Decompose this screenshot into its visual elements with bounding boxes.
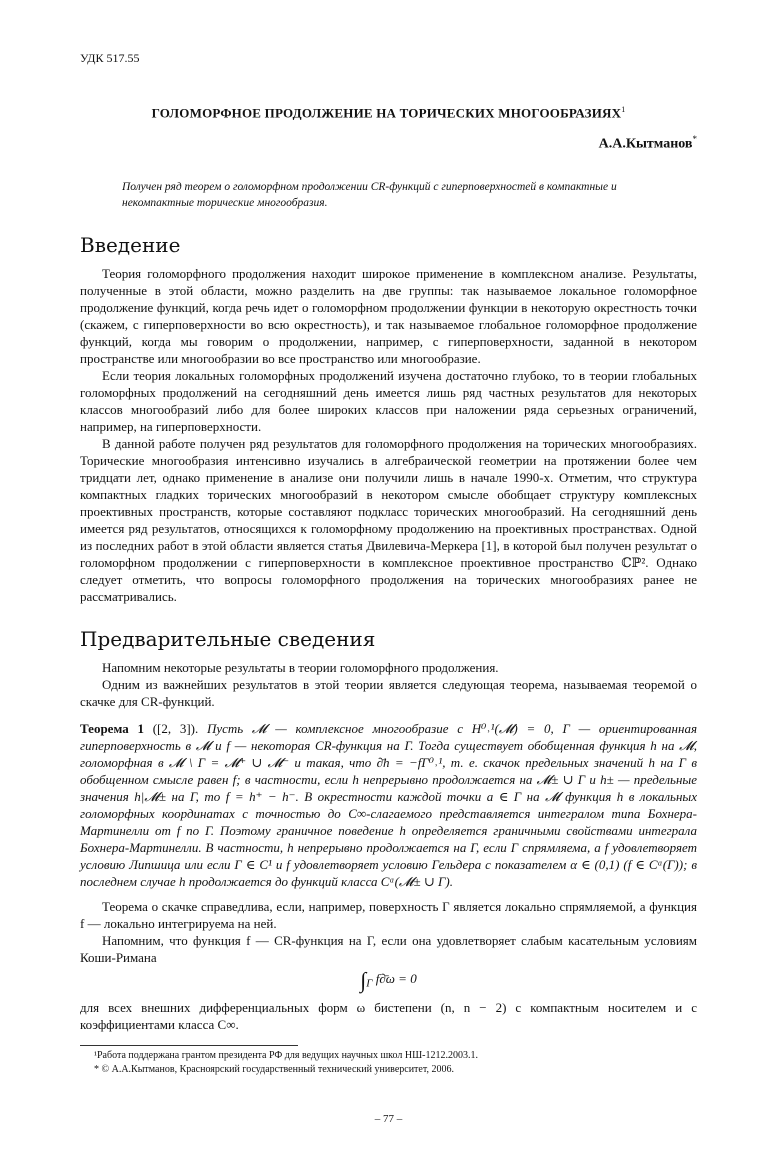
- author-name: А.А.Кытманов: [598, 136, 693, 152]
- title-footnote-mark: 1: [621, 105, 626, 114]
- page-number: – 77 –: [374, 1112, 403, 1125]
- udk-code: УДК 517.55: [80, 51, 140, 65]
- paragraph: Если теория локальных голоморфных продолжений изучена достаточно глубоко, то в теории глобальных голоморфных продолжений на сегодняшний день имеется лишь ряд частных результатов для некоторых классов многообразий либо для более широких классов при наложении ряда серьезных ограничений, например, на гиперповерхности.: [80, 367, 697, 434]
- author: [80, 131, 697, 153]
- paragraph: Теория голоморфного продолжения находит широкое применение в комплексном анализе. Результаты, полученные в этой области, можно разделить на две группы: так называемое локальное голоморфное продолжение функций, когда речь идет о голоморфном продолжении функции в некоторую окрестность точки (скажем, с гиперповерхности во всю окрестность), и так называемое глобальное голоморфное продолжение функций, когда мы говорим о продолжении, например, с гиперповерхности, заданной в некотором пространстве или многообразии во все пространство или многообразие.: [80, 265, 697, 366]
- section-heading-introduction: Введение: [80, 232, 181, 257]
- author-footnote-mark: *: [692, 134, 697, 145]
- section-heading-preliminaries: Предварительные сведения: [80, 626, 376, 651]
- theorem-label: Теорема 1: [80, 720, 144, 736]
- title-text: ГОЛОМОРФНОЕ ПРОДОЛЖЕНИЕ НА ТОРИЧЕСКИХ МНОГООБРАЗИЯХ: [151, 105, 622, 121]
- paragraph: Одним из важнейших результатов в этой теории является следующая теорема, называемая теоремой о скачке для CR-функций.: [80, 676, 697, 709]
- preliminaries-body: [80, 659, 697, 1033]
- theorem-refs: ([2, 3]).: [152, 720, 199, 736]
- formula-body: f∂̄ω = 0: [375, 970, 417, 986]
- paragraph: Теорема о скачке справедлива, если, например, поверхность Γ является локально спрямляемой, а функция f — локально интегрируема на ней.: [80, 898, 697, 931]
- abstract: Получен ряд теорем о голоморфном продолжении CR-функций с гиперповерхностей в компактные и некомпактные торические многообразия.: [122, 180, 617, 209]
- paragraph: Напомним, что функция f — CR-функция на Γ, если она удовлетворяет слабым касательным условиям Коши-Римана: [80, 932, 697, 965]
- footnote: * © А.А.Кытманов, Красноярский государственный технический университет, 2006.: [94, 1063, 454, 1075]
- integral-domain: Γ: [366, 977, 373, 990]
- footnote: ¹Работа поддержана грантом президента РФ для ведущих научных школ НШ-1212.2003.1.: [94, 1049, 478, 1061]
- integral-sign: ∫: [360, 967, 367, 993]
- paragraph: В данной работе получен ряд результатов для голоморфного продолжения на торических многообразиях. Торические многообразия интенсивно изучались в алгебраической геометрии на протяжении более чем тридцати лет, однако применение в анализе они получили лишь в начале 1990-х. Отметим, что структура компактных гладких торических многообразий в некотором смысле обобщает структуру комплексных проективных пространств, которые составляют подкласс торических многообразий. На сегодняшний день имеется ряд результатов, относящихся к голоморфному продолжению на проективных пространствах. Одной из последних работ в этой области является статья Двилевича-Меркера [1], в которой был получен результат о голоморфном продолжении с гиперповерхности в комплексное проективное пространство ℂℙ². Однако следует отметить, что вопросы голоморфного продолжения на торических многообразиях ранее не рассматривались.: [80, 435, 697, 604]
- cr-condition-formula: [80, 967, 697, 993]
- footnotes: [80, 1049, 697, 1077]
- theorem-1: [80, 720, 697, 890]
- paper-title: [80, 101, 697, 121]
- paragraph: для всех внешних дифференциальных форм ω бистепени (n, n − 2) с компактным носителем и с коэффициентами класса C∞.: [80, 999, 697, 1032]
- footnote-divider: [80, 1045, 298, 1046]
- paragraph: Напомним некоторые результаты в теории голоморфного продолжения.: [102, 659, 499, 675]
- introduction-body: [80, 265, 697, 605]
- theorem-text: Пусть 𝓜 — комплексное многообразие с H⁰˒¹(𝓜) = 0, Γ — ориентированная гиперповерхность в 𝓜 и f — некоторая CR-функция на Γ. Тогда существует обобщенная функция h на 𝓜, голоморфная в 𝓜 \ Γ = 𝓜⁺ ∪ 𝓜⁻ и такая, что ∂̄h = −fΓ⁰˒¹, т. е. скачок предельных значений h на Γ в обобщенном смысле равен f; в частности, если h непрерывно продолжается на 𝓜± ∪ Γ и h± — предельные значения h|𝓜± на Γ, то f = h⁺ − h⁻. В окрестности каждой точки a ∈ Γ на 𝓜 функция h в локальных голоморфных координатах с точностью до C∞-слагаемого представляется интегралом типа Бохнера-Мартинелли от f по Γ. Поэтому граничное поведение h определяется граничными свойствами интеграла Бохнера-Мартинелли. В частности, h непрерывно продолжается на Γ, если Γ спрямляема, а f удовлетворяет условию Липшица или если Γ ∈ C¹ и f удовлетворяет условию Гельдера с показателем α ∈ (0,1) (f ∈ Cᵅ(Γ)); в последнем случае h продолжается до функций класса Cᵅ(𝓜± ∪ Γ).: [80, 720, 697, 889]
